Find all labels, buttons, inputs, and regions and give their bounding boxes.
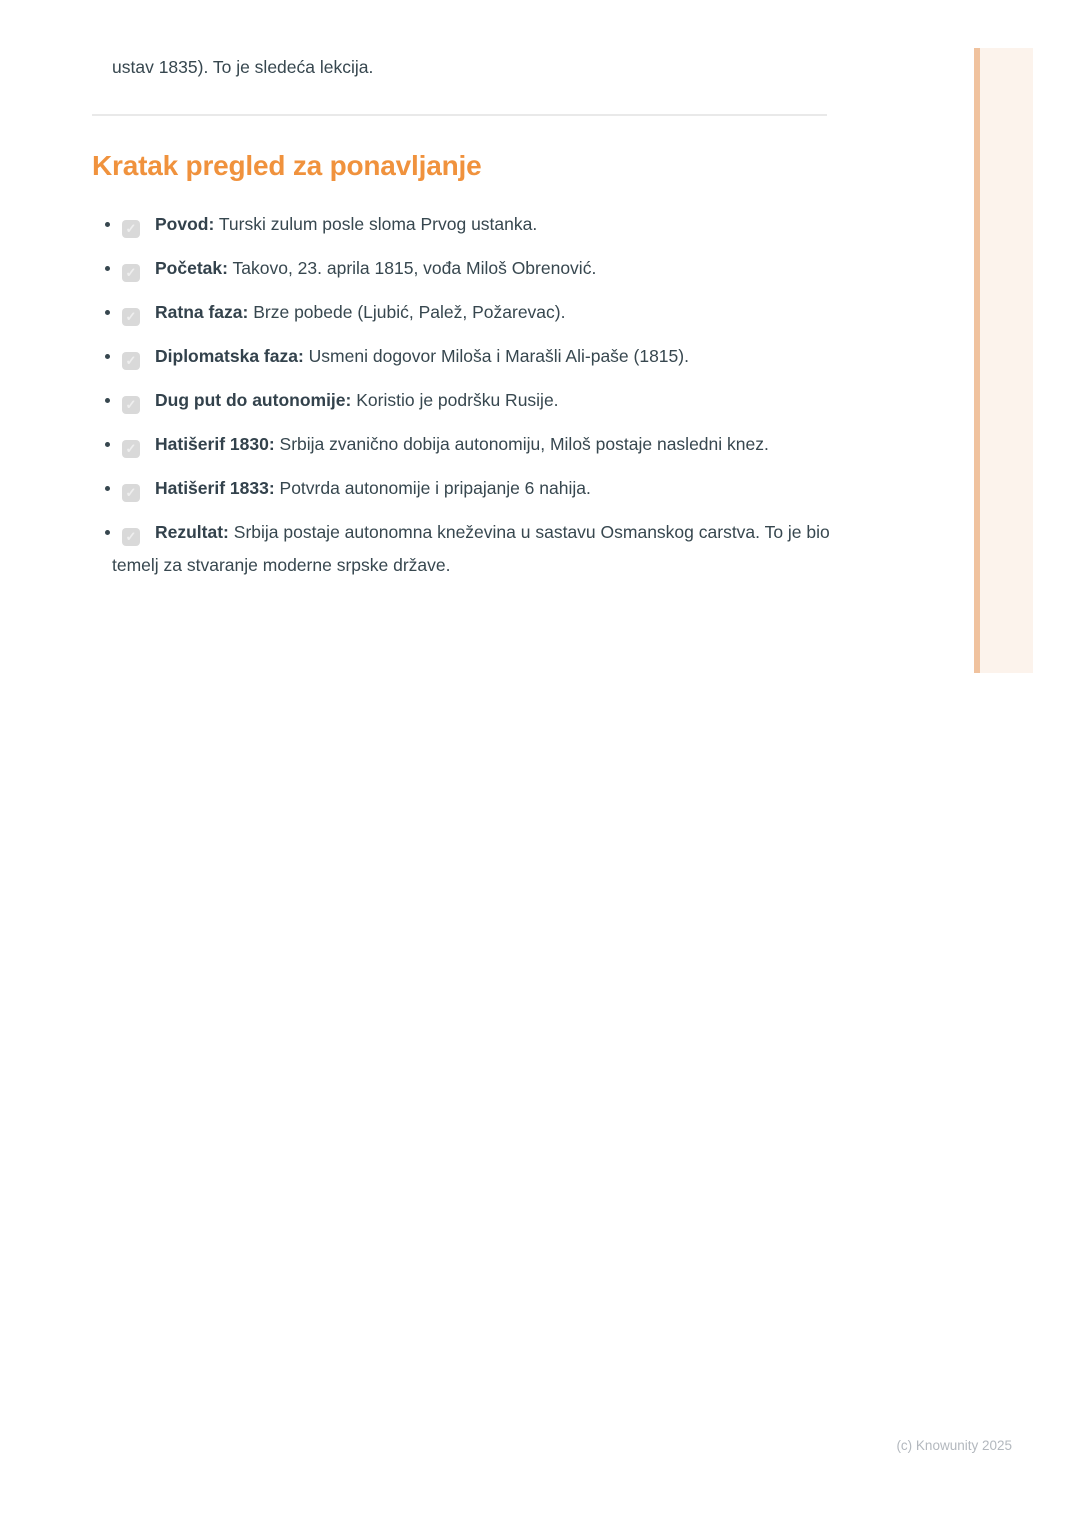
section-heading: Kratak pregled za ponavljanje (92, 150, 482, 181)
bullet-icon (105, 486, 110, 491)
item-label: Dug put do autonomije: (155, 390, 352, 410)
checkbox-checked-icon: ✓ (122, 264, 140, 282)
list-item (92, 472, 852, 505)
checkbox-checked-icon: ✓ (122, 440, 140, 458)
item-text: Koristio je podršku Rusije. (356, 390, 559, 410)
list-item (92, 516, 852, 582)
list-item (92, 340, 852, 373)
item-text: Brze pobede (Ljubić, Palež, Požarevac). (253, 302, 566, 322)
item-text: Turski zulum posle sloma Prvog ustanka. (218, 214, 538, 234)
checkbox-checked-icon: ✓ (122, 308, 140, 326)
bullet-icon (105, 530, 110, 535)
bullet-icon (105, 266, 110, 271)
item-label: Ratna faza: (155, 302, 249, 322)
section-divider (92, 114, 827, 116)
bullet-icon (105, 310, 110, 315)
item-text: Potvrda autonomije i pripajanje 6 nahija. (279, 478, 591, 498)
item-label: Diplomatska faza: (155, 346, 304, 366)
bullet-icon (105, 398, 110, 403)
list-item (92, 428, 852, 461)
checkbox-checked-icon: ✓ (122, 352, 140, 370)
bullet-icon (105, 222, 110, 227)
item-label: Povod: (155, 214, 215, 234)
item-text: Usmeni dogovor Miloša i Marašli Ali-paše (1815). (308, 346, 689, 366)
item-label: Hatišerif 1830: (155, 434, 275, 454)
checkbox-checked-icon: ✓ (122, 220, 140, 238)
item-label: Hatišerif 1833: (155, 478, 275, 498)
bullet-icon (105, 442, 110, 447)
checkbox-checked-icon: ✓ (122, 484, 140, 502)
item-label: Početak: (155, 258, 228, 278)
bullet-icon (105, 354, 110, 359)
page-margin-highlight-strip (974, 48, 1033, 673)
list-item (92, 384, 852, 417)
item-text: Srbija postaje autonomna kneževina u sastavu Osmanskog carstva. To je bio temelj za stvaranje moderne srpske države. (112, 522, 830, 575)
intro-paragraph: ustav 1835). To je sledeća lekcija. (112, 57, 374, 77)
list-item (92, 296, 852, 329)
summary-checklist (92, 208, 852, 593)
checkbox-checked-icon: ✓ (122, 528, 140, 546)
item-text: Takovo, 23. aprila 1815, vođa Miloš Obrenović. (232, 258, 597, 278)
copyright-notice: (c) Knowunity 2025 (896, 1438, 1012, 1453)
item-label: Rezultat: (155, 522, 229, 542)
checkbox-checked-icon: ✓ (122, 396, 140, 414)
list-item (92, 208, 852, 241)
item-text: Srbija zvanično dobija autonomiju, Miloš postaje nasledni knez. (279, 434, 769, 454)
list-item (92, 252, 852, 285)
